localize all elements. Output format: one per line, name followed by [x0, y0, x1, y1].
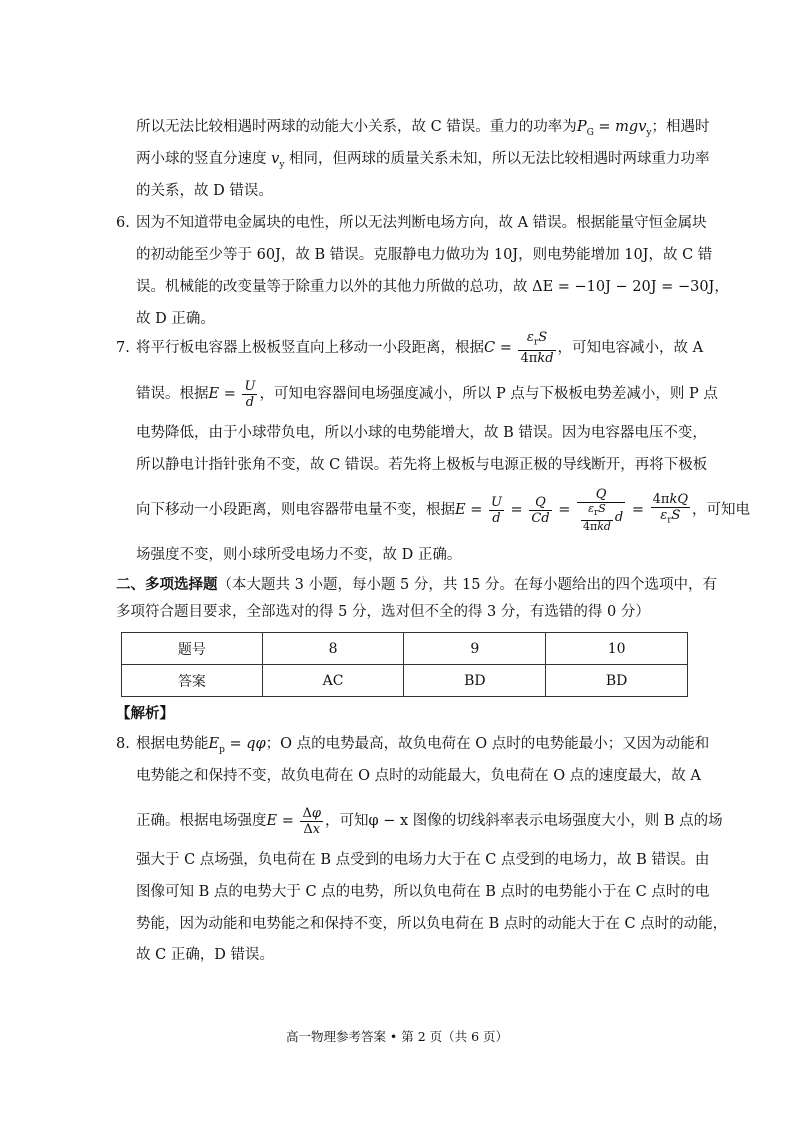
table-cell: BD [404, 665, 546, 697]
q8-line2: 电势能之和保持不变，故负电荷在 O 点时的动能最大，负电荷在 O 点的速度最大，故 A [136, 768, 701, 784]
q6-line4: 故 D 正确。 [136, 311, 215, 327]
field-formula: $\frac{U}{d}$ [244, 378, 256, 410]
q7-line2: 错误。根据E = $\frac{U}{d}$ ，可知电容器间电场强度减小，所以 P 点与下极板电势差减小，则 P 点 [136, 378, 718, 410]
analysis-label: 【解析】 [116, 706, 174, 722]
table-row [122, 665, 688, 697]
q7-line4: 所以静电计指针张角不变，故 C 错误。若先将上极板与电源正极的导线断开，再将下极板 [136, 457, 708, 473]
table-cell: 10 [546, 633, 688, 665]
table-row [122, 633, 688, 665]
q6-number: 6. [116, 215, 130, 231]
table-cell: AC [262, 665, 404, 697]
section2-desc-line2: 多项符合题目要求，全部选对的得 5 分，选对但不全的得 3 分，有选错的得 0 分） [116, 604, 650, 620]
gradient-formula: $\frac{\Delta\varphi}{\Delta x}$ [302, 805, 321, 837]
q8-number: 8. [116, 736, 130, 752]
answer-table [121, 632, 688, 697]
table-cell: 答案 [122, 665, 263, 697]
table-cell: 9 [404, 633, 546, 665]
table-cell: BD [546, 665, 688, 697]
q8-line5: 图像可知 B 点的电势大于 C 点的电势，所以负电荷在 B 点时的电势能小于在 C 点时的电 [136, 884, 710, 900]
section2-header: 二、多项选择题（本大题共 3 小题，每小题 5 分，共 15 分。在每小题给出的四个选项中，有 [116, 577, 718, 593]
q8-line3: 正确。根据电场强度E = $\frac{\Delta\varphi}{\Delta x}$ ，可知φ − x 图像的切线斜率表示电场强度大小，则 B 点的场 [136, 805, 723, 837]
q8-line4: 强大于 C 点场强，负电荷在 B 点受到的电场力大于在 C 点受到的电场力，故 B 错误。由 [136, 852, 710, 868]
q8-line6: 势能，因为动能和电势能之和保持不变，所以负电荷在 B 点时的动能大于在 C 点时的动能， [136, 916, 728, 932]
q7-line6: 场强度不变，则小球所受电场力不变，故 D 正确。 [136, 547, 462, 563]
q8-line1: 根据电势能$E_p = q\varphi$；O 点的电势最高，故负电荷在 O 点时的电势能最小；又因为动能和 [136, 736, 710, 755]
capacitance-formula: $\frac{\varepsilon_rS}{\text{4πkd}}$ [520, 329, 554, 367]
q6-line2: 的初动能至少等于 60J，故 B 错误。克服静电力做功为 10J，则电势能增加 10J，故 C 错 [136, 247, 713, 263]
nested-formula: Q $\frac{\varepsilon_rS}{\text{4πkd}}$ d [577, 487, 625, 532]
q7-line5: 向下移动一小段距离，则电容器带电量不变，根据E = $\frac{U}{d}$ = $\frac{Q}{Cd}$ = Q $\frac{\varepsilon_rS}{\text{4πkd}}$ d = $\frac{\text{4πkQ}}{\varepsilon_rS}$ ，可知电 [136, 487, 750, 533]
q7-number: 7. [116, 340, 130, 356]
q8-line7: 故 C 正确，D 错误。 [136, 947, 275, 963]
q7-line1: 将平行板电容器上极板竖直向上移动一小段距离，根据C = $\frac{\varepsilon_rS}{\text{4πkd}}$ ，可知电容减小，故 A [136, 329, 704, 367]
table-cell: 8 [262, 633, 404, 665]
q6-line3: 误。机械能的改变量等于除重力以外的其他力所做的总功，故 ΔE = −10J − 20J = −30J， [136, 279, 729, 295]
q5-line1: 所以无法比较相遇时两球的动能大小关系，故 C 错误。重力的功率为$P_G = mgv_y$；相遇时 [136, 119, 710, 138]
q5-line2: 两小球的竖直分速度 $v_y$ 相同，但两球的质量关系未知，所以无法比较相遇时两球重力功率 [136, 151, 710, 170]
q7-line3: 电势降低，由于小球带负电，所以小球的电势能增大，故 B 错误。因为电容器电压不变， [136, 425, 707, 441]
table-cell: 题号 [122, 633, 263, 665]
q6-line1: 因为不知道带电金属块的电性，所以无法判断电场方向，故 A 错误。根据能量守恒金属块 [136, 215, 707, 231]
q5-line3: 的关系，故 D 错误。 [136, 183, 273, 199]
page-footer: 高一物理参考答案 • 第 2 页（共 6 页） [285, 1029, 509, 1044]
